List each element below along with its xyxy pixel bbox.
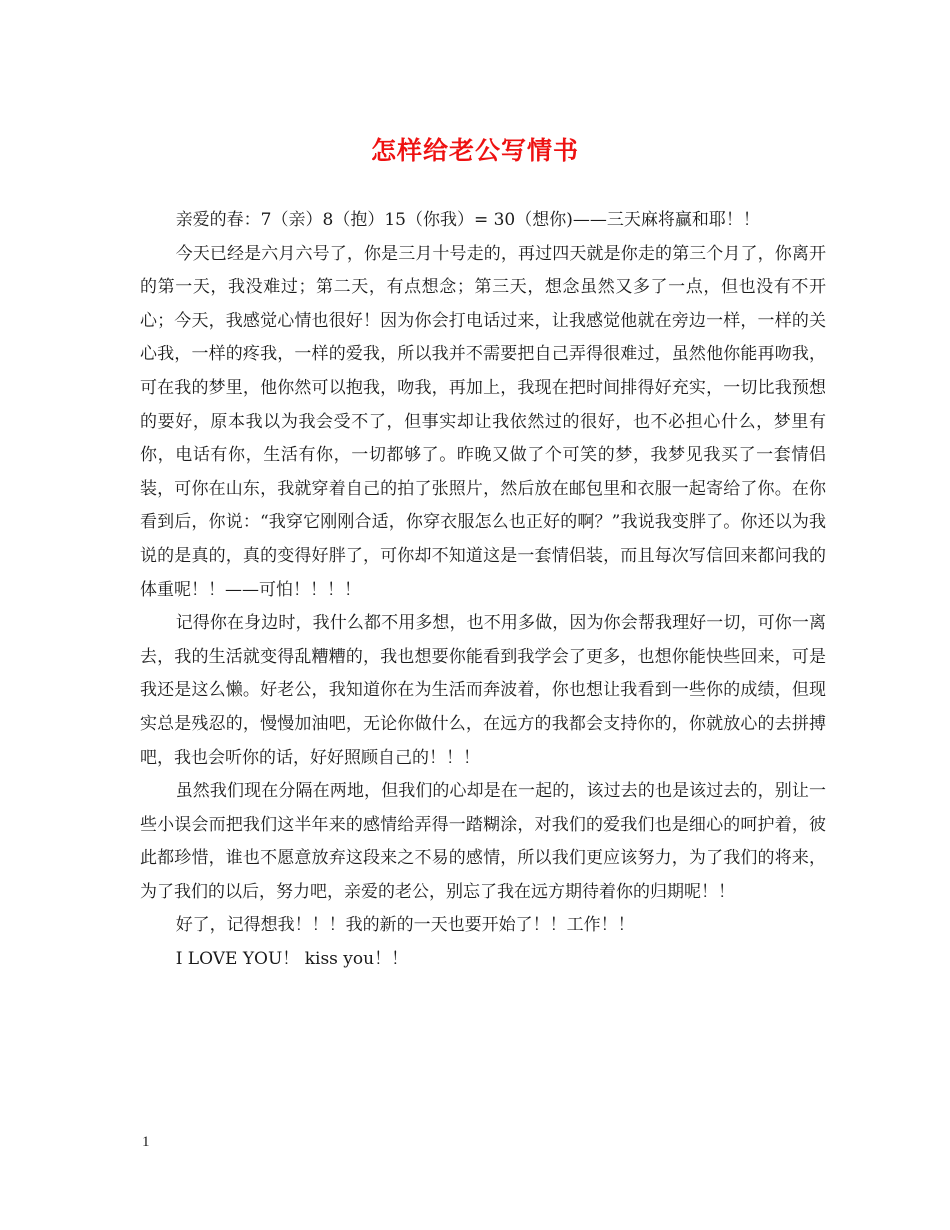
closing-paragraph: 好了，记得想我！！！我的新的一天也要开始了！！工作！！ xyxy=(175,915,635,936)
signoff-paragraph: I LOVE YOU！ kiss you！！ xyxy=(175,949,409,970)
body-paragraph: 记得你在身边时，我什么都不用多想，也不用多做，因为你会帮我理好一切，可你一离去，我的生活就变得乱糟糟的，我也想要你能看到我学会了更多，也想你能快些回来，可是我还是这么懒。好老公，我知道你在为生活而奔波着，你也想让我看到一些你的成绩，但现实总是残忍的，慢慢加油吧，无论你做什么，在远方的我都会支持你的，你就放心的去拼搏吧，我也会听你的话，好好照顾自己的！！！ xyxy=(140,613,826,768)
document-title: 怎样给老公写情书 xyxy=(370,136,579,165)
body-paragraph: 虽然我们现在分隔在两地，但我们的心却是在一起的，该过去的也是该过去的，别让一些小误会而把我们这半年来的感情给弄得一踏糊涂，对我们的爱我们也是细心的呵护着，彼此都珍惜，谁也不愿意放弃这段来之不易的感情，所以我们更应该努力，为了我们的将来，为了我们的以后，努力吧，亲爱的老公，别忘了我在远方期待着你的归期呢！！ xyxy=(140,781,826,902)
greeting-paragraph: 亲爱的春：7（亲）8（抱）15（你我）= 30（想你)——三天麻将赢和耶！！ xyxy=(175,210,760,230)
body-paragraph: 今天已经是六月六号了，你是三月十号走的，再过四天就是你走的第三个月了，你离开的第一天，我没难过；第二天，有点想念；第三天，想念虽然又多了一点，但也没有不开心；今天，我感觉心情也很好！因为你会打电话过来，让我感觉他就在旁边一样，一样的关心我，一样的疼我，一样的爱我，所以我并不需要把自己弄得很难过，虽然他你能再吻我，可在我的梦里，他你然可以抱我，吻我，再加上，我现在把时间排得好充实，一切比我预想的要好，原本我以为我会受不了，但事实却让我依然过的很好，也不必担心什么，梦里有你，电话有你，生活有你，一切都够了。昨晚又做了个可笑的梦，我梦见我买了一套情侣装，可你在山东，我就穿着自己的拍了张照片，然后放在邮包里和衣服一起寄给了你。在你看到后，你说：“我穿它刚刚合适，你穿衣服怎么也正好的啊？”我说我变胖了。你还以为我说的是真的，真的变得好胖了，可你却不知道这是一套情侣装，而且每次写信回来都问我的体重呢！！——可怕！！！！ xyxy=(140,243,826,600)
letter-body xyxy=(140,204,826,977)
page-number: 1 xyxy=(142,1134,150,1150)
